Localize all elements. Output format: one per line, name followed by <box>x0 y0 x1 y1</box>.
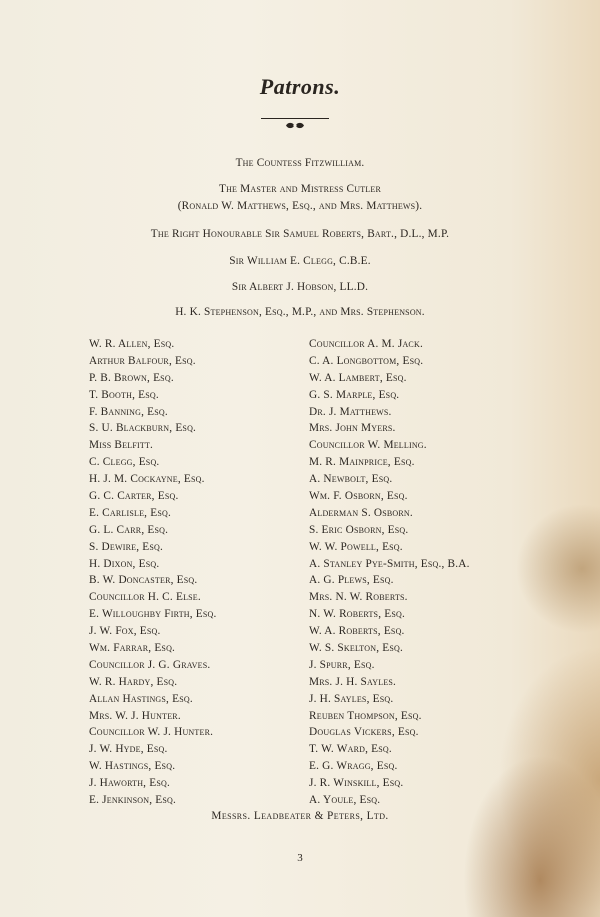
list-item: W. Hastings, Esq. <box>89 760 176 773</box>
list-item: A. G. Plews, Esq. <box>309 574 394 587</box>
list-item: Councillor W. Melling. <box>309 439 427 452</box>
list-item: A. Stanley Pye-Smith, Esq., B.A. <box>309 557 470 570</box>
patron-william-clegg: Sir William E. Clegg, C.B.E. <box>229 255 371 267</box>
list-item: Councillor A. M. Jack. <box>309 338 423 350</box>
list-item: A. Newbolt, Esq. <box>309 473 393 486</box>
list-item: W. W. Powell, Esq. <box>309 540 403 553</box>
list-item: Mrs. John Myers. <box>309 422 396 435</box>
title-rule <box>261 118 329 119</box>
title-ornament <box>261 118 329 132</box>
list-item: B. W. Doncaster, Esq. <box>89 574 198 587</box>
list-item: T. W. Ward, Esq. <box>309 743 392 756</box>
patron-stephenson: H. K. Stephenson, Esq., M.P., and Mrs. Stephenson. <box>175 306 425 318</box>
list-item: J. H. Sayles, Esq. <box>309 692 394 705</box>
patron-master-cutler-names: (Ronald W. Matthews, Esq., and Mrs. Matthews). <box>177 200 423 212</box>
list-item: J. R. Winskill, Esq. <box>309 777 404 790</box>
list-item: G. C. Carter, Esq. <box>89 490 179 503</box>
list-item: G. L. Carr, Esq. <box>89 523 169 536</box>
list-item: C. A. Longbottom, Esq. <box>309 354 424 367</box>
list-item: Douglas Vickers, Esq. <box>309 726 419 739</box>
list-item: Alderman S. Osborn. <box>309 506 413 519</box>
list-item: E. Jenkinson, Esq. <box>89 794 177 807</box>
list-item: Councillor H. C. Else. <box>89 591 201 604</box>
list-item: Dr. J. Matthews. <box>309 405 392 418</box>
list-item: J. Spurr, Esq. <box>309 658 375 671</box>
fleuron-icon <box>285 121 305 130</box>
list-item: Wm. F. Osborn, Esq. <box>309 490 408 503</box>
patron-samuel-roberts: The Right Honourable Sir Samuel Roberts, Bart., D.L., M.P. <box>150 228 450 240</box>
list-item: Mrs. W. J. Hunter. <box>89 709 181 722</box>
list-item: Miss Belfitt. <box>89 439 154 452</box>
list-item: W. A. Roberts, Esq. <box>309 625 405 638</box>
patron-countess: The Countess Fitzwilliam. <box>235 157 365 169</box>
patrons-right-column <box>309 336 470 809</box>
patron-leadbeater-peters: Messrs. Leadbeater & Peters, Ltd. <box>211 810 389 822</box>
list-item: Mrs. J. H. Sayles. <box>309 675 397 688</box>
list-item: Arthur Balfour, Esq. <box>89 354 196 367</box>
list-item: E. Willoughby Firth, Esq. <box>89 608 217 621</box>
list-item: S. Dewire, Esq. <box>89 540 164 553</box>
list-item: E. Carlisle, Esq. <box>89 506 171 519</box>
list-item: W. A. Lambert, Esq. <box>309 371 407 384</box>
list-item: Reuben Thompson, Esq. <box>309 709 422 722</box>
list-item: Allan Hastings, Esq. <box>89 692 193 705</box>
list-item: W. R. Allen, Esq. <box>89 338 175 350</box>
list-item: H. Dixon, Esq. <box>89 557 160 570</box>
list-item: Wm. Farrar, Esq. <box>89 642 176 655</box>
list-item: T. Booth, Esq. <box>89 388 159 401</box>
list-item: G. S. Marple, Esq. <box>309 388 400 401</box>
list-item: Mrs. N. W. Roberts. <box>309 591 408 604</box>
list-item: Councillor W. J. Hunter. <box>89 726 214 739</box>
patron-albert-hobson: Sir Albert J. Hobson, LL.D. <box>231 281 369 293</box>
list-item: A. Youle, Esq. <box>309 794 381 807</box>
page-title: Patrons. <box>259 74 341 99</box>
page-number: 3 <box>297 852 303 864</box>
list-item: S. U. Blackburn, Esq. <box>89 422 197 435</box>
list-item: J. Haworth, Esq. <box>89 777 170 790</box>
list-item: M. R. Mainprice, Esq. <box>309 456 415 469</box>
list-item: J. W. Hyde, Esq. <box>89 743 168 756</box>
patron-master-cutler: The Master and Mistress Cutler <box>218 183 382 195</box>
list-item: P. B. Brown, Esq. <box>89 371 174 384</box>
list-item: J. W. Fox, Esq. <box>89 625 161 638</box>
list-item: W. S. Skelton, Esq. <box>309 642 404 655</box>
patrons-left-column <box>89 336 217 809</box>
list-item: H. J. M. Cockayne, Esq. <box>89 473 205 486</box>
list-item: E. G. Wragg, Esq. <box>309 760 398 773</box>
list-item: N. W. Roberts, Esq. <box>309 608 406 621</box>
list-item: S. Eric Osborn, Esq. <box>309 523 409 536</box>
list-item: Councillor J. G. Graves. <box>89 658 211 671</box>
list-item: C. Clegg, Esq. <box>89 456 160 469</box>
list-item: W. R. Hardy, Esq. <box>89 675 178 688</box>
list-item: F. Banning, Esq. <box>89 405 168 418</box>
